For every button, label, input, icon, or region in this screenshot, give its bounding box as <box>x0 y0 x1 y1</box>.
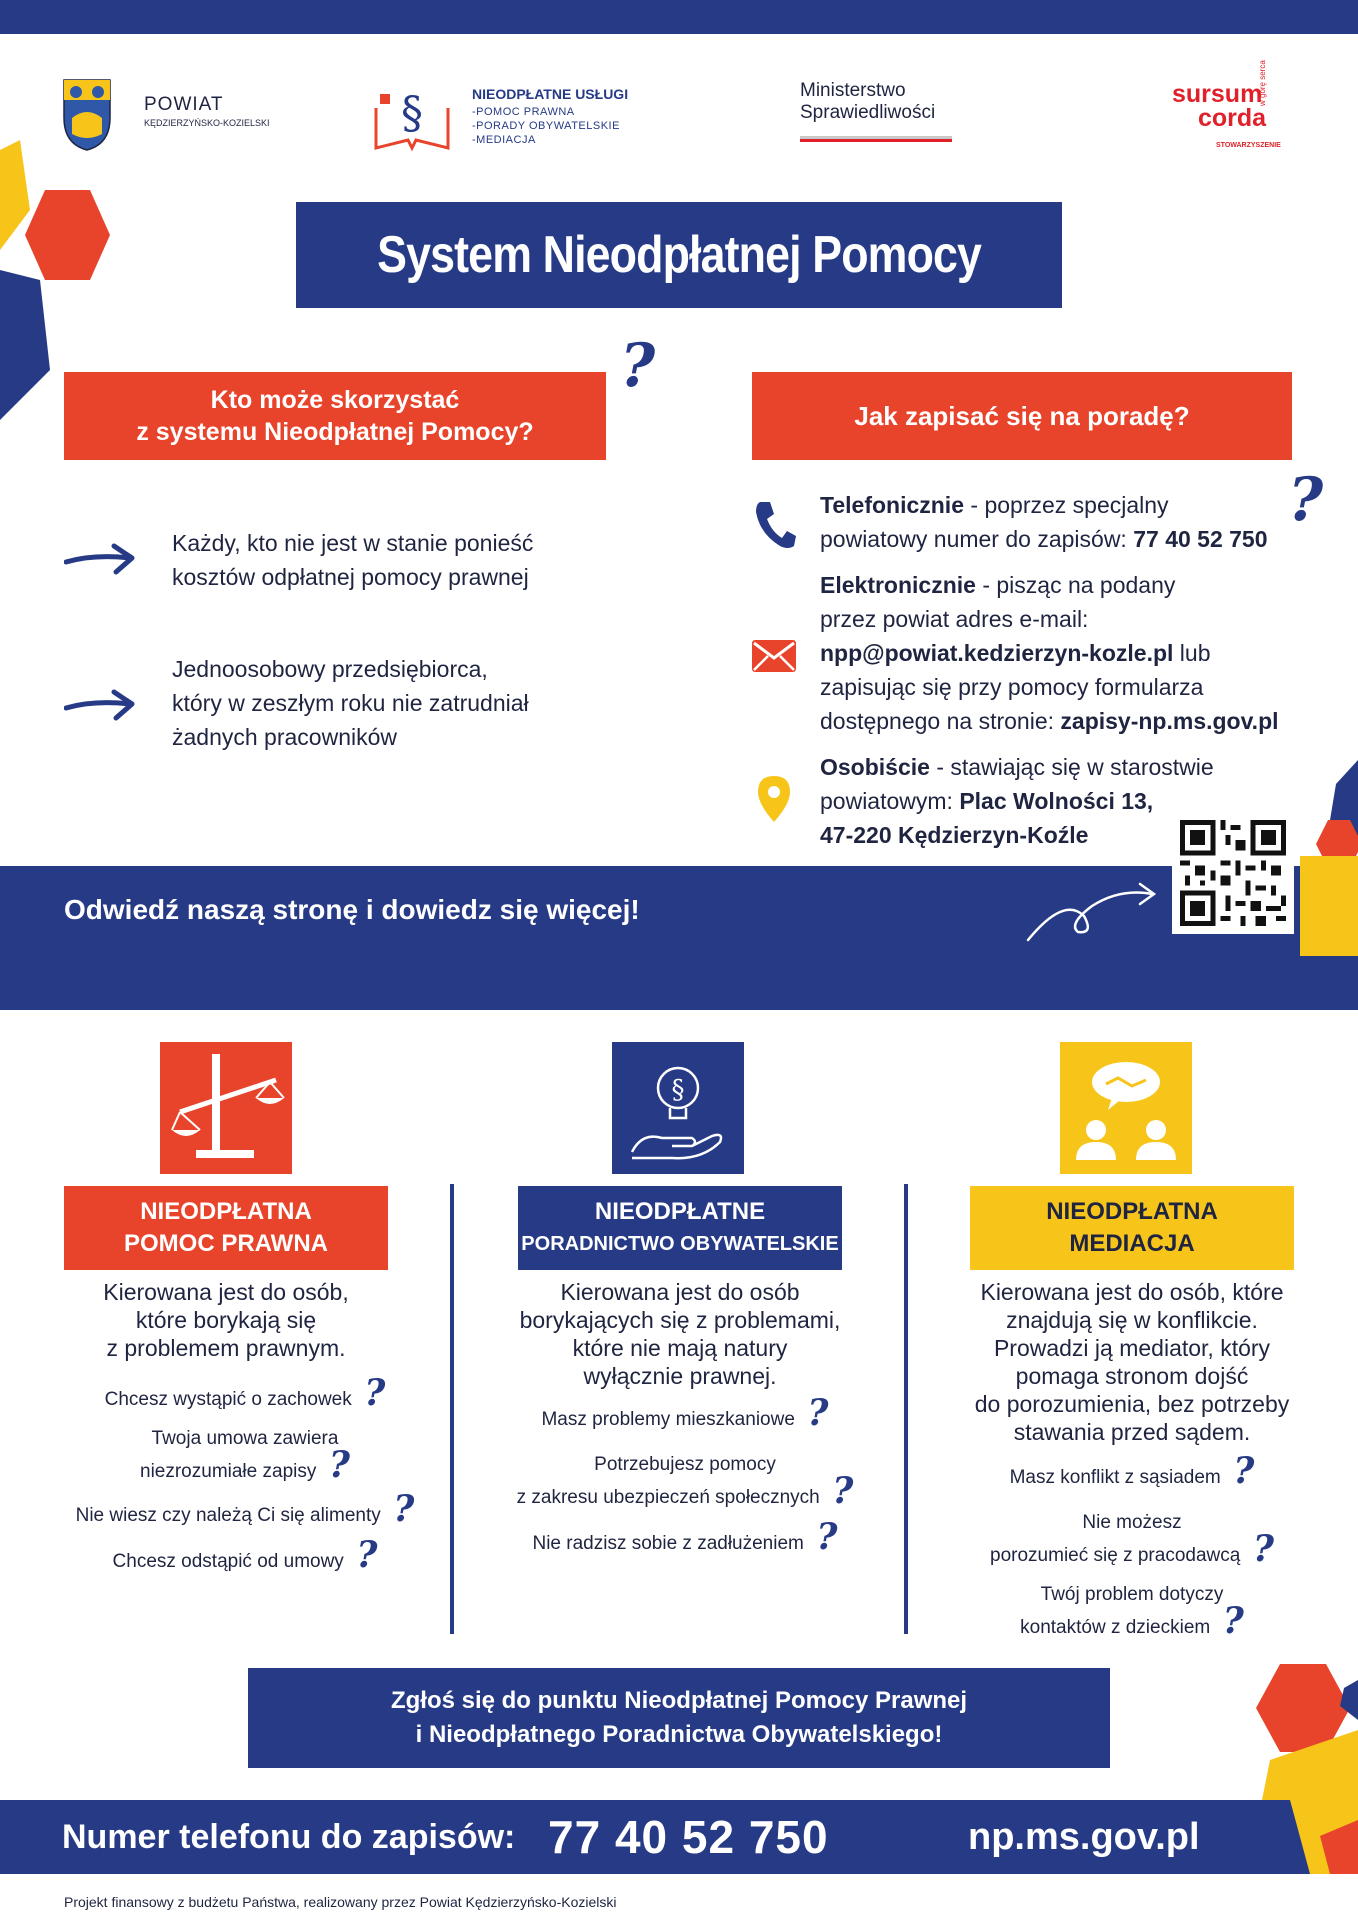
footer-website-link[interactable]: np.ms.gov.pl <box>968 1816 1200 1858</box>
sursum-line1: sursum <box>1172 80 1263 108</box>
footer-corner-decoration <box>1270 1800 1358 1874</box>
desc-line: znajdują się w konflikcie. <box>1006 1307 1258 1333</box>
phone-text2: powiatowy numer do zapisów: <box>820 526 1134 552</box>
personal-text2: powiatowym: <box>820 788 960 814</box>
paragraph-book-icon <box>372 78 452 154</box>
lightbulb-icon-box <box>612 1042 744 1174</box>
coat-of-arms-icon <box>62 78 112 152</box>
question-text: Twój problem dotyczy <box>1040 1584 1224 1605</box>
phone-number[interactable]: 77 40 52 750 <box>1133 526 1268 552</box>
desc-line: Kierowana jest do osób, które <box>980 1279 1284 1305</box>
sursum-sub: STOWARZYSZENIE <box>1216 142 1281 149</box>
left-heading-line1: Kto może skorzystać <box>210 386 460 414</box>
question-mark-icon: ? <box>1240 1528 1274 1570</box>
service-mediation-title-box <box>970 1186 1294 1270</box>
question-text: Chcesz wystąpić o zachowek <box>104 1389 352 1410</box>
ministry-logo <box>800 80 960 150</box>
column-divider <box>450 1184 454 1634</box>
question-mark-icon: ? <box>1210 1600 1244 1642</box>
arrow-right-icon <box>64 540 136 576</box>
powiat-title: POWIAT <box>144 94 224 115</box>
question-mark-icon: ? <box>343 1534 378 1576</box>
svg-text:§: § <box>401 88 423 139</box>
cta-line2: i Nieodpłatnego Poradnictwa Obywatelskiego! <box>415 1721 943 1748</box>
sursum-side: w górę serca <box>1258 60 1267 106</box>
service-mediation-title-line2: MEDIACJA <box>1069 1230 1195 1257</box>
desc-line: pomaga stronom dojść <box>1015 1363 1249 1389</box>
left-item-2-line3: żadnych pracowników <box>172 724 398 750</box>
npp-item-3: -MEDIACJA <box>472 134 536 146</box>
qr-code[interactable] <box>1172 812 1294 934</box>
desc-line: z problemem prawnym. <box>106 1335 346 1361</box>
question-text: kontaktów z dzieckiem <box>1020 1617 1211 1638</box>
service-legal-title-line2: POMOC PRAWNA <box>124 1230 328 1257</box>
question-text: Nie radzisz sobie z zadłużeniem <box>532 1533 804 1554</box>
question-text: Nie możesz <box>1082 1512 1182 1533</box>
powiat-logo <box>62 78 302 158</box>
top-strip <box>0 0 1358 34</box>
visit-banner-text: Odwiedź naszą stronę i dowiedz się więcej! <box>64 894 640 925</box>
question-text: Twoja umowa zawiera <box>151 1428 339 1449</box>
phone-block <box>820 488 1268 556</box>
desc-line: wyłącznie prawnej. <box>583 1363 777 1389</box>
sursum-line2: corda <box>1198 104 1267 132</box>
left-item-1-line2: kosztów odpłatnej pomocy prawnej <box>172 564 529 590</box>
left-heading-line2: z systemu Nieodpłatnej Pomocy? <box>136 418 534 446</box>
email-text4: zapisując się przy pomocy formularza <box>820 674 1204 700</box>
service-mediation-title-line1: NIEODPŁATNA <box>1046 1198 1218 1225</box>
decorative-hexagons-right <box>1290 760 1358 1010</box>
npp-logo <box>372 78 672 158</box>
desc-line: do porozumienia, bez potrzeby <box>974 1391 1290 1417</box>
email-label: Elektronicznie <box>820 572 976 598</box>
service-legal-title-box <box>64 1186 388 1270</box>
question-mark-icon: ? <box>1220 1450 1255 1492</box>
question-mark-icon: ? <box>351 1372 386 1414</box>
desc-line: które borykają się <box>135 1307 317 1333</box>
question-text: Nie wiesz czy należą Ci się alimenty <box>75 1505 381 1526</box>
scales-icon-box <box>160 1042 292 1174</box>
desc-line: Prowadzi ją mediator, który <box>993 1335 1271 1361</box>
left-item-2-line2: który w zeszłym roku nie zatrudniał <box>172 690 529 716</box>
personal-label: Osobiście <box>820 754 930 780</box>
left-heading-box <box>64 372 606 460</box>
footer-phone-number[interactable]: 77 40 52 750 <box>548 1811 829 1863</box>
left-item-1 <box>172 526 533 594</box>
question-mark-icon: ? <box>620 331 656 401</box>
email-text5: dostępnego na stronie: <box>820 708 1061 734</box>
question-text: Masz konflikt z sąsiadem <box>1009 1467 1221 1488</box>
main-title-box <box>296 202 1062 308</box>
email-site-link[interactable]: zapisy-np.ms.gov.pl <box>1060 708 1279 734</box>
question-text: porozumieć się z pracodawcą <box>990 1545 1241 1566</box>
ministry-line2: Sprawiedliwości <box>800 102 936 123</box>
question-mark-icon: ? <box>819 1470 854 1512</box>
main-title: System Nieodpłatnej Pomocy <box>377 226 981 284</box>
service-mediation-desc <box>940 1278 1324 1446</box>
envelope-icon <box>752 640 796 672</box>
service-legal-questions <box>50 1372 440 1588</box>
email-text2: przez powiat adres e-mail: <box>820 606 1089 632</box>
column-divider <box>904 1184 908 1634</box>
sursum-corda-logo <box>1172 60 1302 162</box>
lightbulb-hand-icon <box>612 1042 744 1174</box>
mediation-icon-box <box>1060 1042 1192 1174</box>
service-civic-desc <box>490 1278 870 1390</box>
ministry-flag-bar-red <box>800 139 952 142</box>
left-item-2 <box>172 652 529 754</box>
question-text: z zakresu ubezpieczeń społecznych <box>516 1487 820 1508</box>
desc-line: które nie mają natury <box>572 1335 788 1361</box>
question-mark-icon: ? <box>380 1488 415 1530</box>
phone-icon <box>752 498 796 550</box>
location-pin-icon <box>758 776 790 822</box>
email-block <box>820 568 1279 738</box>
service-legal-title-line1: NIEODPŁATNA <box>140 1198 312 1225</box>
arrow-right-icon <box>64 686 136 722</box>
cta-box <box>248 1668 1110 1768</box>
question-mark-icon: ? <box>794 1392 829 1434</box>
right-heading-box <box>752 372 1292 460</box>
decorative-hexagons-bottom <box>1240 1660 1358 1800</box>
personal-block <box>820 750 1214 852</box>
desc-line: stawania przed sądem. <box>1013 1419 1251 1445</box>
svg-text:§: § <box>671 1075 685 1105</box>
question-mark-icon: ? <box>1288 465 1324 535</box>
question-mark-icon: ? <box>803 1516 838 1558</box>
phone-text1: - poprzez specjalny <box>964 492 1169 518</box>
cta-line1: Zgłoś się do punktu Nieodpłatnej Pomocy Prawnej <box>390 1687 968 1714</box>
npp-title: NIEODPŁATNE USŁUGI <box>472 86 629 102</box>
question-text: Masz problemy mieszkaniowe <box>541 1409 795 1430</box>
email-text3: lub <box>1173 640 1211 666</box>
service-civic-title-line2: PORADNICTWO OBYWATELSKIE <box>521 1233 839 1255</box>
personal-address1: Plac Wolności 13, <box>959 788 1154 814</box>
question-text: niezrozumiałe zapisy <box>140 1461 317 1482</box>
question-mark-icon: ? <box>316 1444 350 1486</box>
email-address[interactable]: npp@powiat.kedzierzyn-kozle.pl <box>820 640 1174 666</box>
npp-item-1: -POMOC PRAWNA <box>472 106 575 118</box>
email-text1: - pisząc na podany <box>975 572 1176 598</box>
service-civic-title-line1: NIEODPŁATNE <box>594 1198 766 1225</box>
question-text: Potrzebujesz pomocy <box>594 1454 776 1475</box>
left-item-1-line1: Każdy, kto nie jest w stanie ponieść <box>172 530 534 556</box>
powiat-subtitle: KĘDZIERZYŃSKO-KOZIELSKI <box>144 118 270 128</box>
ministry-line1: Ministerstwo <box>800 80 906 101</box>
service-civic-questions <box>490 1392 880 1570</box>
service-civic-title-box <box>518 1186 842 1270</box>
funding-note: Projekt finansowy z budżetu Państwa, realizowany przez Powiat Kędzierzyńsko-Kozielski <box>64 1894 617 1910</box>
npp-item-2: -PORADY OBYWATELSKIE <box>472 120 620 132</box>
handshake-people-icon <box>1060 1042 1192 1174</box>
footer-phone-label: Numer telefonu do zapisów: <box>62 1818 516 1856</box>
personal-address2: 47-220 Kędzierzyn-Koźle <box>820 822 1089 848</box>
scales-of-justice-icon <box>160 1042 292 1174</box>
desc-line: Kierowana jest do osób, <box>103 1279 349 1305</box>
left-item-2-line1: Jednoosobowy przedsiębiorca, <box>172 656 488 682</box>
footer-bar <box>0 1800 1358 1874</box>
service-mediation-questions <box>940 1450 1324 1654</box>
swirl-arrow-icon <box>1024 876 1158 946</box>
service-legal-desc <box>40 1278 412 1362</box>
personal-text1: - stawiając się w starostwie <box>929 754 1214 780</box>
phone-label: Telefonicznie <box>820 492 964 518</box>
question-text: Chcesz odstąpić od umowy <box>112 1551 344 1572</box>
desc-line: borykających się z problemami, <box>519 1307 841 1333</box>
visit-banner <box>0 866 1358 1010</box>
desc-line: Kierowana jest do osób <box>560 1279 800 1305</box>
right-heading: Jak zapisać się na poradę? <box>854 400 1190 431</box>
